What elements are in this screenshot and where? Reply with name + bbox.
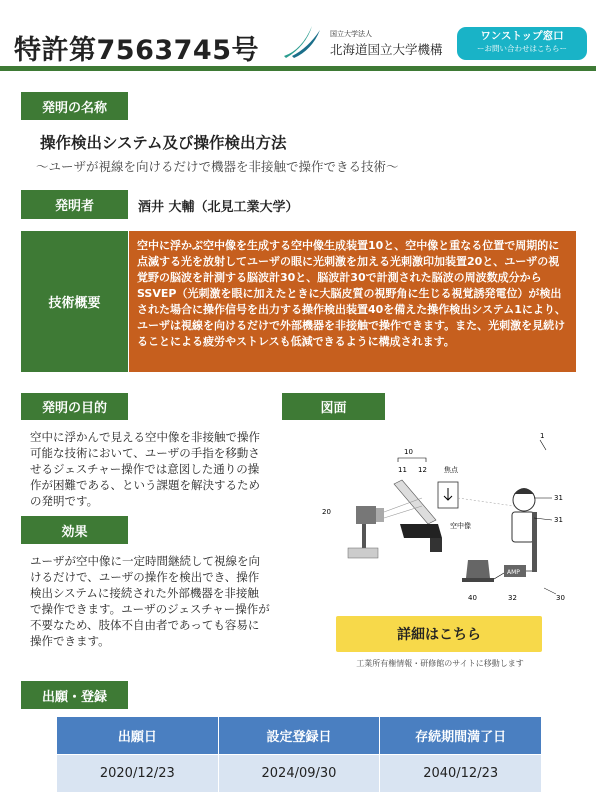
figure-label: 図面 (282, 393, 385, 420)
application-label: 出願・登録 (21, 681, 128, 709)
registration-date-header: 設定登録日 (218, 717, 380, 755)
fig-label-31a: 31 (554, 494, 563, 502)
effect-text: ユーザが空中像に一定時間継続して視線を向けるだけで、ユーザの操作を検出でき、操作検出システムに接続された外部機器を非接触で操作できます。ユーザのジェスチャー操作が不要なため、肢体不自由者であっても容易に操作できます。 (30, 554, 270, 648)
filing-date: 2020/12/23 (57, 755, 219, 793)
fig-label-31b: 31 (554, 516, 563, 524)
fig-label-40: 40 (468, 594, 477, 602)
fig-label-1: 1 (540, 432, 545, 440)
patent-number: 特許第7563745号 (14, 35, 260, 66)
fig-label-amp: AMP (507, 569, 520, 576)
fig-label-focus: 焦点 (444, 466, 458, 474)
one-stop-subtitle: ーお問い合わせはこちらー (477, 44, 567, 53)
invention-subtitle: 〜ユーザが視線を向けるだけで機器を非接触で操作できる技術〜 (36, 159, 399, 174)
inventor-name: 酒井 大輔（北見工業大学） (138, 200, 299, 215)
fig-label-10: 10 (404, 448, 413, 456)
fig-label-aerial-image: 空中像 (450, 522, 471, 530)
fig-label-20: 20 (322, 508, 331, 516)
purpose-label: 発明の目的 (21, 393, 128, 420)
dates-table (56, 716, 542, 793)
details-note: 工業所有権情報・研修館のサイトに移動します (356, 659, 524, 668)
expiry-date-header: 存続期間満了日 (380, 717, 542, 755)
one-stop-title: ワンストップ窓口 (480, 30, 564, 42)
purpose-text: 空中に浮かんで見える空中像を非接触で操作可能な技術において、ユーザの手指を移動させるジェスチャー操作では意図した通りの操作が困難である、という課題を解決するための発明です。 (30, 430, 260, 508)
org-name: 北海道国立大学機構 (330, 42, 443, 57)
org-subtitle: 国立大学法人 (330, 30, 372, 38)
dates-value-row (57, 755, 542, 793)
details-button[interactable]: 詳細はこちら (336, 616, 542, 652)
filing-date-header: 出願日 (57, 717, 219, 755)
invention-title: 操作検出システム及び操作検出方法 (40, 134, 287, 152)
university-logo-icon (282, 22, 324, 60)
dates-header-row (57, 717, 542, 755)
fig-label-32: 32 (508, 594, 517, 602)
system-diagram (318, 428, 576, 608)
invention-name-label: 発明の名称 (21, 92, 128, 120)
registration-date: 2024/09/30 (218, 755, 380, 793)
fig-label-30: 30 (556, 594, 565, 602)
one-stop-contact-button[interactable] (457, 27, 587, 60)
inventor-label: 発明者 (21, 190, 128, 219)
tech-summary-label: 技術概要 (21, 231, 128, 372)
header-divider (0, 66, 596, 71)
fig-label-12: 12 (418, 466, 427, 474)
expiry-date: 2040/12/23 (380, 755, 542, 793)
tech-summary-text: 空中に浮かぶ空中像を生成する空中像生成装置10と、空中像と重なる位置で周期的に点滅する光を放射してユーザの眼に光刺激を加える光刺激印加装置20と、ユーザの視覚野の脳波を計測する脳波計30と、脳波計30で計測された脳波の周波数成分からSSVEP（光刺激を眼に加えたときに大脳皮質の視野角に生じる視覚誘発電位）が検出された場合に操作信号を出力する操作検出装置40を備えた操作検出システム1により、ユーザは視線を向けるだけで外部機器を非接触で操作できます。また、光刺激を見続けることによる疲労やストレスも低減できるように構成されます。 (129, 231, 576, 372)
fig-label-11: 11 (398, 466, 407, 474)
effect-label: 効果 (21, 516, 128, 544)
